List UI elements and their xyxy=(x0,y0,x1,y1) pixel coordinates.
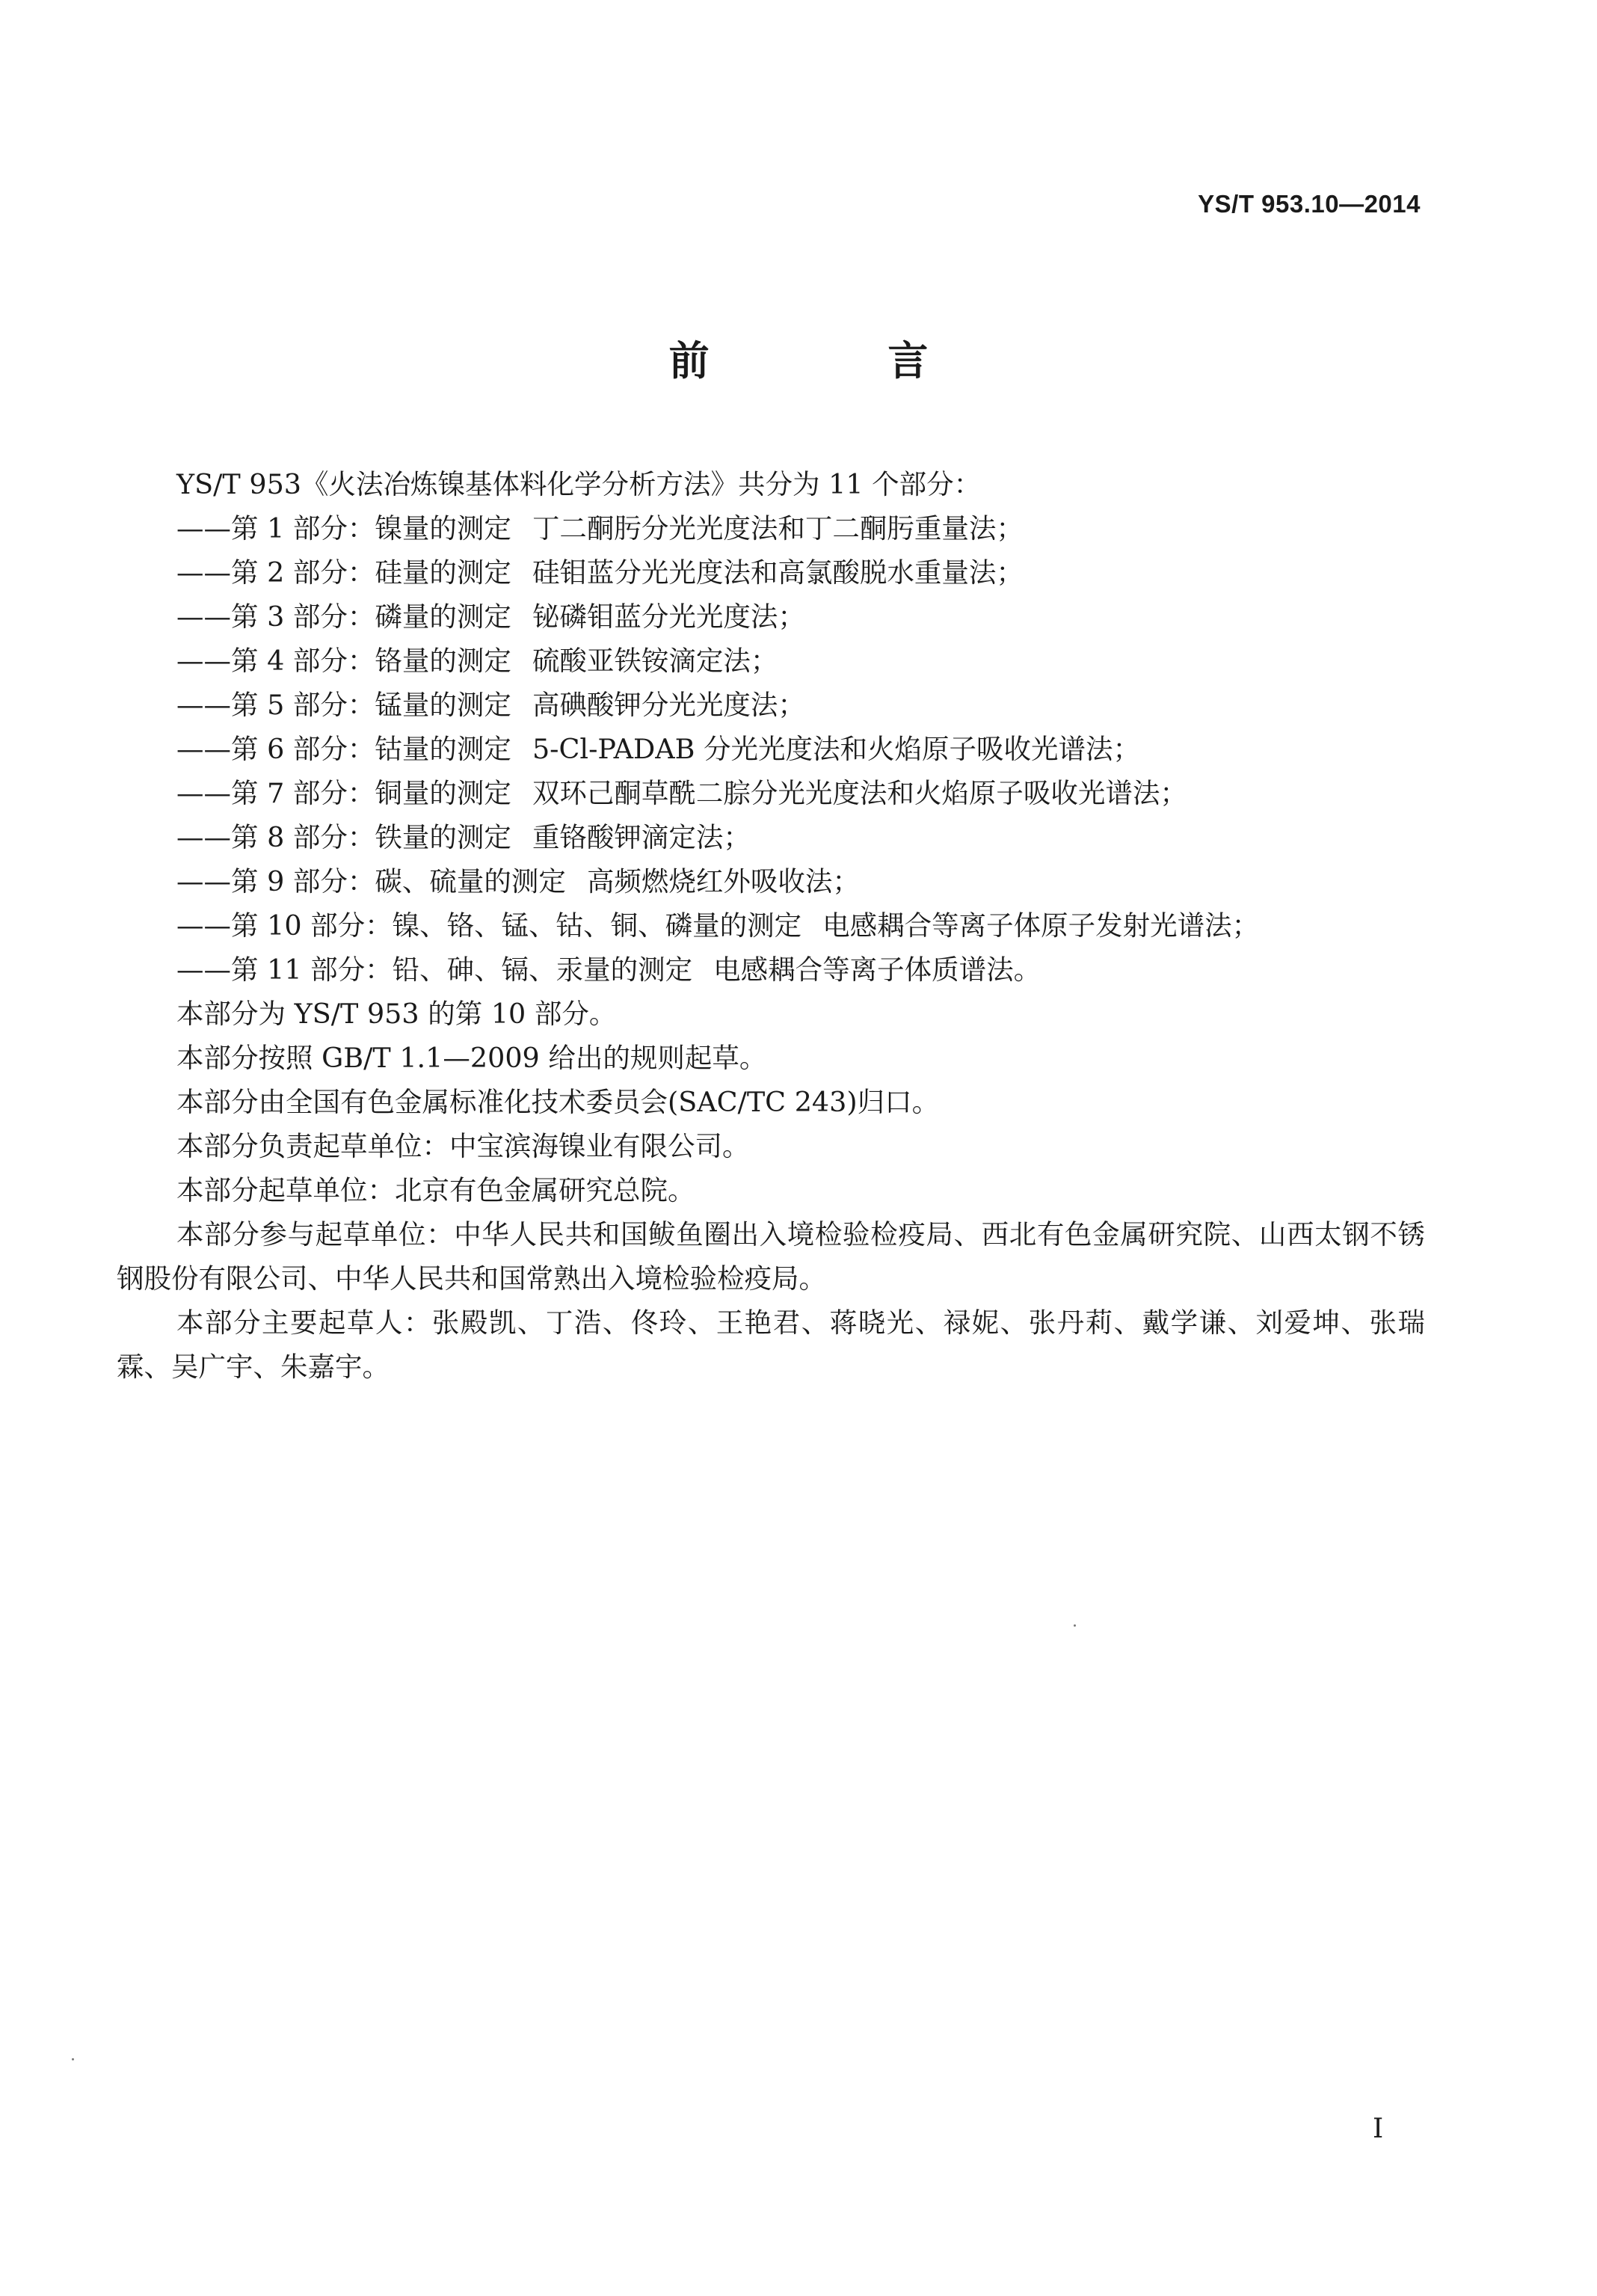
part-label: ——第 1 部分：镍量的测定 xyxy=(176,512,511,544)
part-method: 双环己酮草酰二腙分光光度法和火焰原子吸收光谱法； xyxy=(532,777,1187,809)
part-label: ——第 4 部分：铬量的测定 xyxy=(176,645,511,677)
part-method: 高频燃烧红外吸收法； xyxy=(586,865,860,897)
part-label: ——第 11 部分：铅、砷、镉、汞量的测定 xyxy=(176,954,693,986)
part-method: 电感耦合等离子体原子发射光谱法； xyxy=(822,909,1260,942)
list-item xyxy=(117,815,1425,859)
centralized-by-statement: 本部分由全国有色金属标准化技术委员会(SAC/TC 243)归口。 xyxy=(176,1086,940,1118)
list-item xyxy=(117,683,1425,727)
part-method: 丁二酮肟分光光度法和丁二酮肟重量法； xyxy=(532,512,1024,544)
list-item xyxy=(117,595,1425,639)
part-label: ——第 8 部分：铁量的测定 xyxy=(176,821,511,853)
scan-speck xyxy=(72,2058,74,2060)
list-item xyxy=(117,903,1425,948)
responsible-unit-statement: 本部分负责起草单位：中宝滨海镍业有限公司。 xyxy=(176,1130,750,1162)
list-item xyxy=(117,948,1425,992)
list-item xyxy=(117,727,1425,771)
part-method: 铋磷钼蓝分光光度法； xyxy=(532,601,805,633)
part-method: 硅钼蓝分光光度法和高氯酸脱水重量法； xyxy=(532,556,1024,589)
part-label: ——第 6 部分：钴量的测定 xyxy=(176,733,511,765)
part-label: ——第 2 部分：硅量的测定 xyxy=(176,556,511,589)
drafting-unit-statement: 本部分起草单位：北京有色金属研究总院。 xyxy=(176,1174,695,1206)
page-number: I xyxy=(1373,2114,1384,2144)
part-method: 5-Cl-PADAB 分光光度法和火焰原子吸收光谱法； xyxy=(532,733,1141,765)
main-drafters-statement: 本部分主要起草人：张殿凯、丁浩、佟玲、王艳君、蒋晓光、禄妮、张丹莉、戴学谦、刘爱坤、张瑞霖、吴广宇、朱嘉宇。 xyxy=(117,1307,1425,1383)
intro-paragraph: YS/T 953《火法冶炼镍基体料化学分析方法》共分为 11 个部分： xyxy=(176,468,982,500)
part-label: ——第 7 部分：铜量的测定 xyxy=(176,777,511,809)
list-item xyxy=(117,771,1425,815)
part-label: ——第 5 部分：锰量的测定 xyxy=(176,689,511,721)
list-item xyxy=(117,859,1425,903)
part-method: 硫酸亚铁铵滴定法； xyxy=(532,645,778,677)
list-item xyxy=(117,506,1425,550)
foreword-body xyxy=(117,462,1425,1389)
part-label: ——第 10 部分：镍、铬、锰、钴、铜、磷量的测定 xyxy=(176,909,802,942)
part-label: ——第 3 部分：磷量的测定 xyxy=(176,601,511,633)
list-item xyxy=(117,550,1425,595)
participating-units-statement: 本部分参与起草单位：中华人民共和国鲅鱼圈出入境检验检疫局、西北有色金属研究院、山西太钢不锈钢股份有限公司、中华人民共和国常熟出入境检验检疫局。 xyxy=(117,1218,1425,1295)
list-item xyxy=(117,639,1425,683)
page-title: 前 言 xyxy=(668,337,1011,384)
part-method: 高碘酸钾分光光度法； xyxy=(532,689,805,721)
parts-list xyxy=(117,506,1425,992)
drafting-rules-statement: 本部分按照 GB/T 1.1—2009 给出的规则起草。 xyxy=(176,1042,767,1074)
part-label: ——第 9 部分：碳、硫量的测定 xyxy=(176,865,566,897)
part-of-statement: 本部分为 YS/T 953 的第 10 部分。 xyxy=(176,998,617,1030)
standard-code: YS/T 953.10—2014 xyxy=(1198,190,1421,218)
part-method: 电感耦合等离子体质谱法。 xyxy=(713,954,1041,986)
scan-speck xyxy=(1074,1624,1076,1627)
part-method: 重铬酸钾滴定法； xyxy=(532,821,751,853)
